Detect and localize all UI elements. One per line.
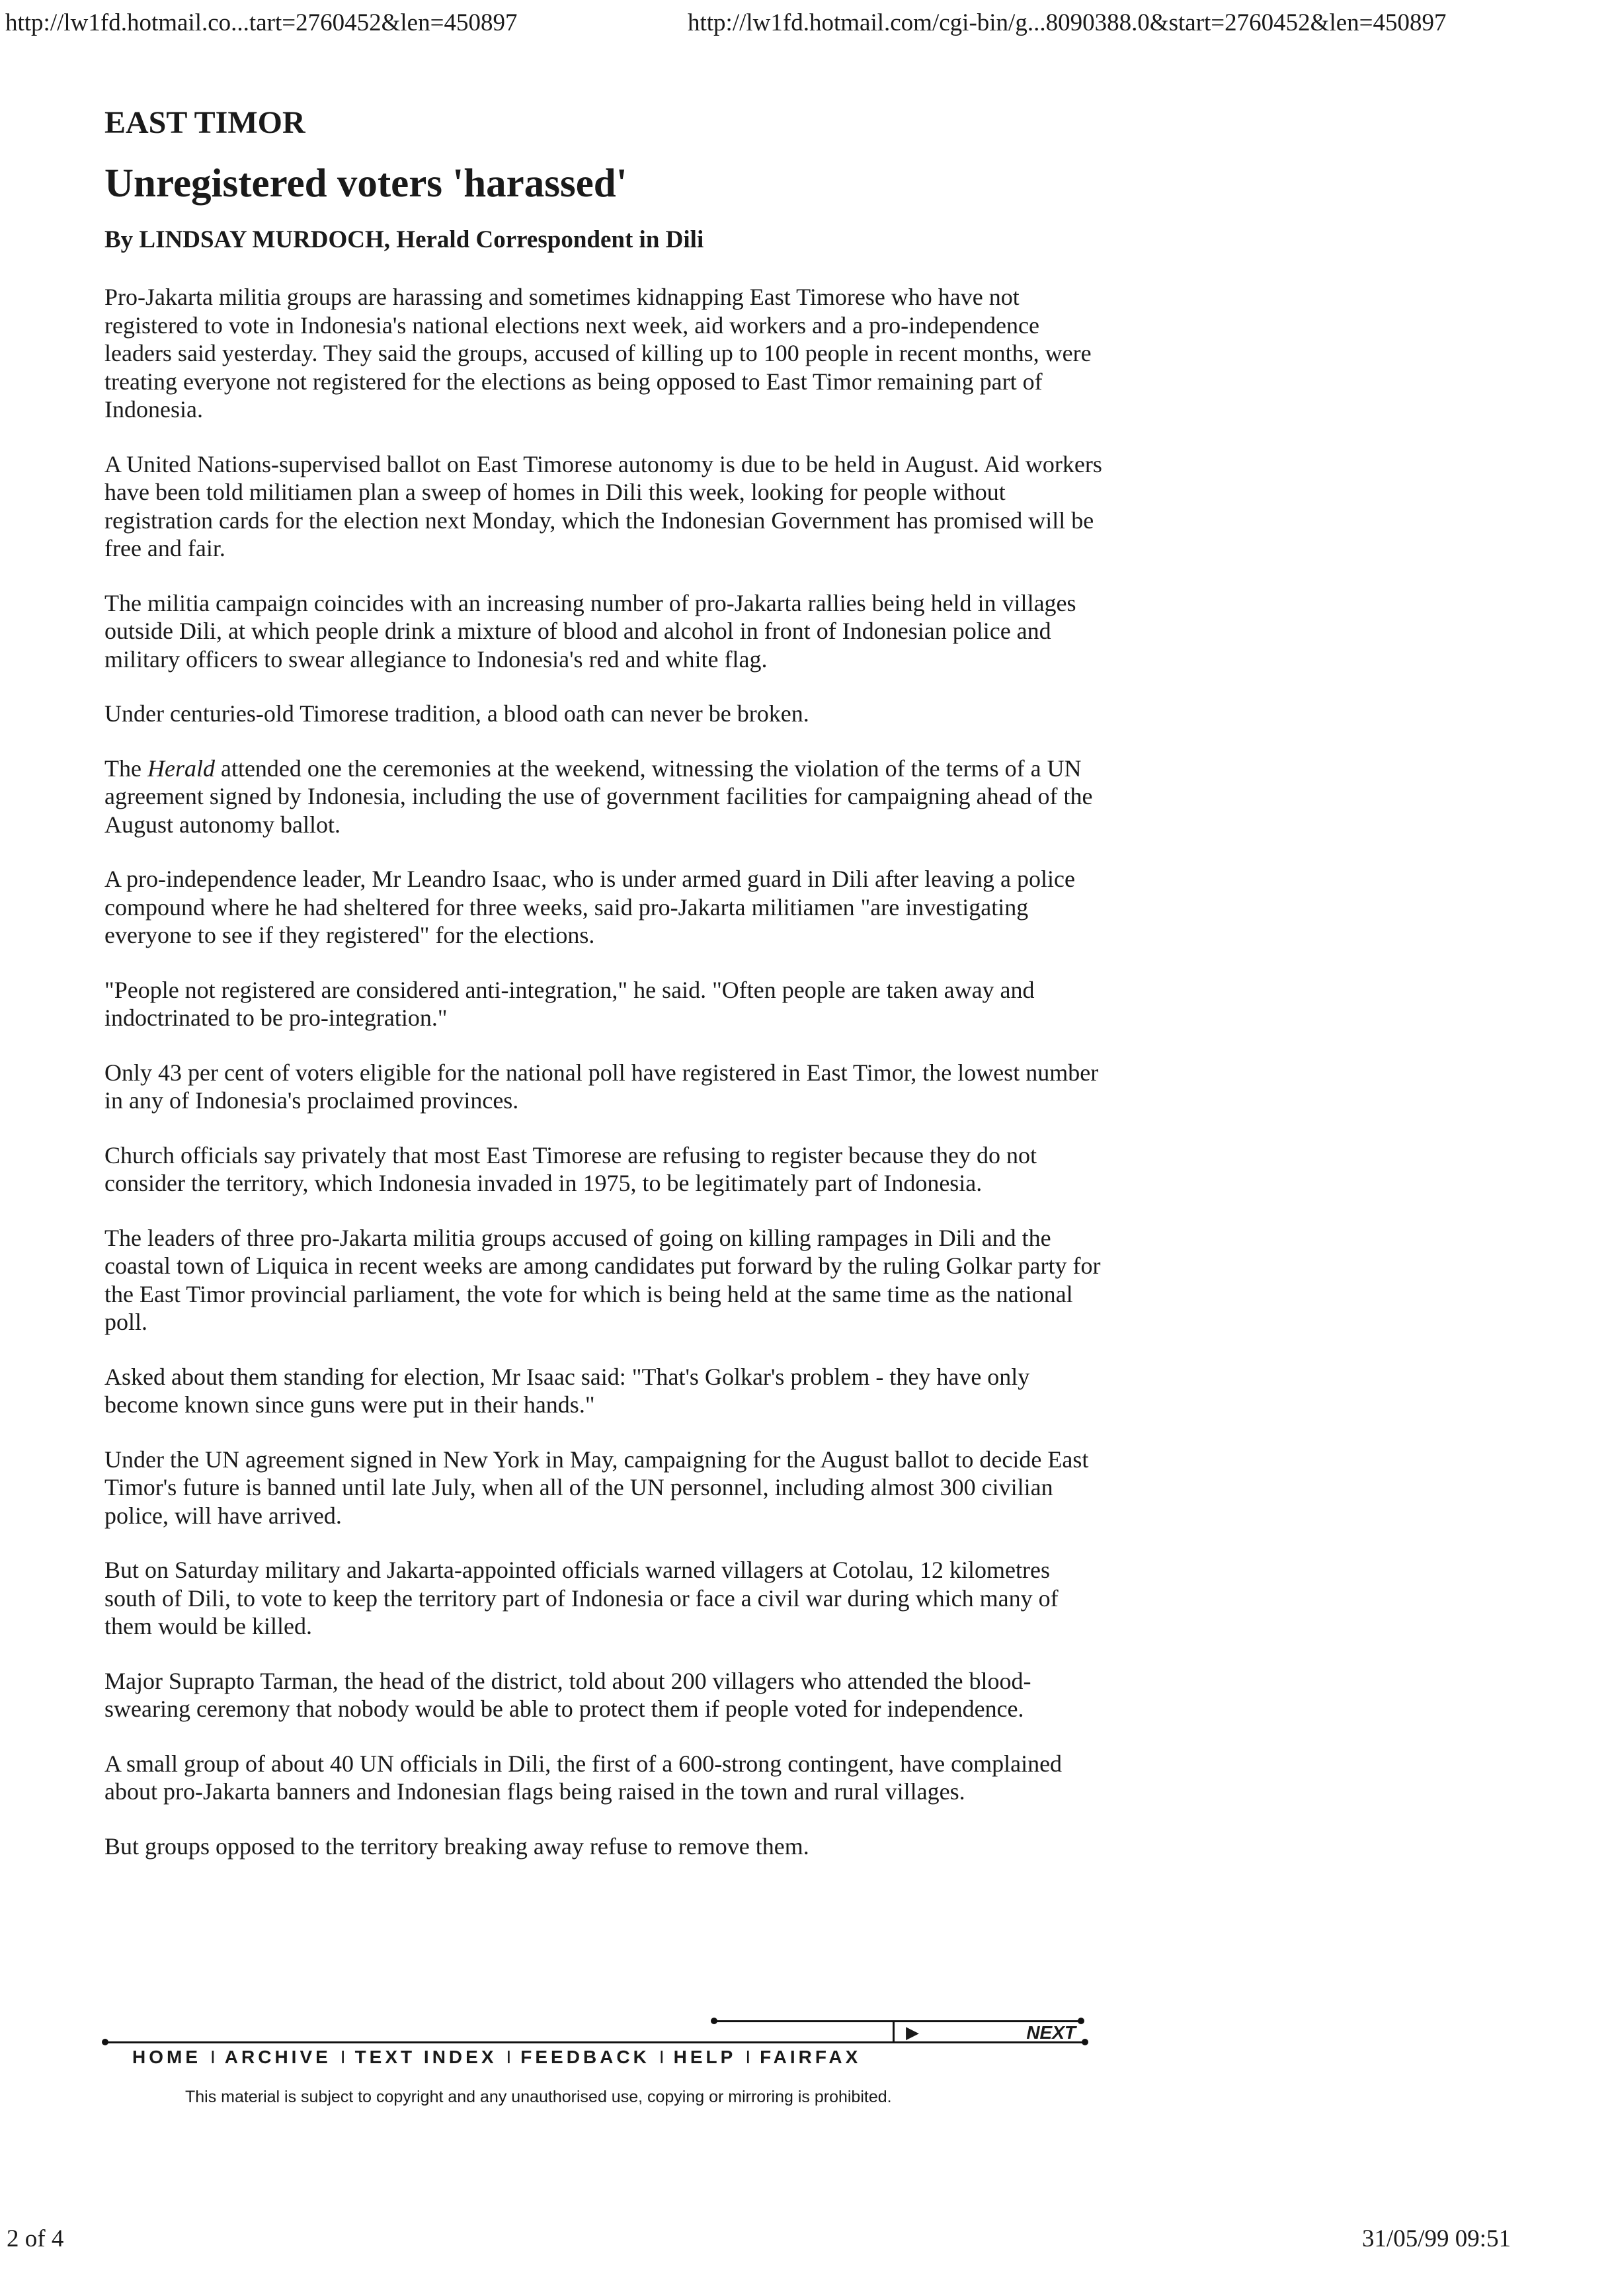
triangle-right-icon: ▶	[906, 2022, 919, 2042]
paragraph: Pro-Jakarta militia groups are harassing and sometimes kidnapping East Timorese who have not registered to vote in Indonesia's national elections next week, aid workers and a pro-independence leaders said yesterday. They said the groups, accused of killing up to 100 people in recent months, were treating everyone not registered for the elections as being opposed to East Timor remaining part of Indonesia.	[104, 284, 1092, 423]
nav-link-archive[interactable]: ARCHIVE	[224, 2047, 331, 2067]
nav-dot	[1082, 2039, 1088, 2045]
paragraph: But on Saturday military and Jakarta-appointed officials warned villagers at Cotolau, 12 kilometres south of Dili, to vote to keep the territory part of Indonesia or face a civil war during which many of them would be killed.	[104, 1557, 1059, 1639]
copyright-notice: This material is subject to copyright and any unauthorised use, copying or mirroring is prohibited.	[185, 2088, 892, 2106]
paragraph: Under the UN agreement signed in New York in May, campaigning for the August ballot to decide East Timor's future is banned until late July, when all of the UN personnel, including almost 300 civilian police, will have arrived.	[104, 1446, 1089, 1529]
nav-dot	[102, 2039, 108, 2045]
section-heading: EAST TIMOR	[104, 105, 305, 140]
paragraph: Major Suprapto Tarman, the head of the district, told about 200 villagers who attended the blood-swearing ceremony that nobody would be able to protect them if people voted for independence.	[104, 1667, 1031, 1722]
next-label: NEXT	[1026, 2022, 1076, 2043]
nav-separator: I	[210, 2047, 216, 2067]
nav-separator: I	[340, 2047, 346, 2067]
article	[104, 104, 1103, 1887]
paragraph: Asked about them standing for election, Mr Isaac said: "That's Golkar's problem - they have only become known since guns were put in their hands."	[104, 1363, 1030, 1418]
next-page-button[interactable]	[714, 2020, 1081, 2042]
paragraph: But groups opposed to the territory breaking away refuse to remove them.	[104, 1832, 809, 1860]
nav-rule	[106, 2041, 1083, 2043]
print-header-right-url: http://lw1fd.hotmail.com/cgi-bin/g...8090388.0&start=2760452&len=450897	[688, 9, 1447, 36]
nav-link-fairfax[interactable]: FAIRFAX	[760, 2047, 862, 2067]
publication-name: Herald	[147, 755, 215, 782]
print-page-count: 2 of 4	[7, 2225, 64, 2252]
nav-separator: I	[506, 2047, 512, 2067]
site-navigation-bar	[106, 2020, 1084, 2073]
nav-link-home[interactable]: HOME	[132, 2047, 201, 2067]
byline: By LINDSAY MURDOCH, Herald Correspondent in Dili	[104, 226, 704, 253]
next-divider	[893, 2022, 895, 2043]
paragraph: The militia campaign coincides with an increasing number of pro-Jakarta rallies being held in villages outside Dili, at which people drink a mixture of blood and alcohol in front of Indonesian police and military officers to swear allegiance to Indonesia's red and white flag.	[104, 589, 1076, 673]
nav-separator: I	[745, 2047, 751, 2067]
nav-link-help[interactable]: HELP	[673, 2047, 737, 2067]
headline: Unregistered voters 'harassed'	[104, 161, 627, 206]
nav-dot	[711, 2018, 717, 2024]
paragraph: A pro-independence leader, Mr Leandro Isaac, who is under armed guard in Dili after leaving a police compound where he had sheltered for three weeks, said pro-Jakarta militiamen "are investigating everyone to see if they registered" for the elections.	[104, 866, 1075, 948]
paragraph: A small group of about 40 UN officials in Dili, the first of a 600-strong contingent, have complained about pro-Jakarta banners and Indonesian flags being raised in the town and rural villages.	[104, 1750, 1063, 1805]
paragraph: A United Nations-supervised ballot on East Timorese autonomy is due to be held in August. Aid workers have been told militiamen plan a sweep of homes in Dili this week, looking for people without registration cards for the election next Monday, which the Indonesian Government has promised will be free and fair.	[104, 450, 1102, 561]
nav-link-feedback[interactable]: FEEDBACK	[520, 2047, 650, 2067]
paragraph: Church officials say privately that most East Timorese are refusing to register because they do not consider the territory, which Indonesia invaded in 1975, to be legitimately part of Indonesia.	[104, 1141, 1037, 1196]
paragraph: Under centuries-old Timorese tradition, a blood oath can never be broken.	[104, 700, 809, 727]
nav-dot	[1078, 2018, 1084, 2024]
paragraph: Only 43 per cent of voters eligible for the national poll have registered in East Timor, the lowest number in any of Indonesia's proclaimed provinces.	[104, 1059, 1099, 1114]
paragraph: The leaders of three pro-Jakarta militia groups accused of going on killing rampages in Dili and the coastal town of Liquica in recent weeks are among candidates put forward by the ruling Golkar party for the East Timor provincial parliament, the vote for which is being held at the same time as the national poll.	[104, 1224, 1101, 1335]
nav-link-text-index[interactable]: TEXT INDEX	[354, 2047, 497, 2067]
paragraph: The Herald attended one the ceremonies at the weekend, witnessing the violation of the terms of a UN agreement signed by Indonesia, including the use of government facilities for campaigning ahead of the August autonomy ballot.	[104, 755, 1093, 838]
nav-separator: I	[659, 2047, 664, 2067]
nav-links	[132, 2045, 861, 2069]
print-timestamp: 31/05/99 09:51	[1362, 2225, 1511, 2252]
print-header-left-url: http://lw1fd.hotmail.co...tart=2760452&len=450897	[5, 9, 518, 36]
paragraph: "People not registered are considered anti-integration," he said. "Often people are taken away and indoctrinated to be pro-integration."	[104, 976, 1035, 1031]
